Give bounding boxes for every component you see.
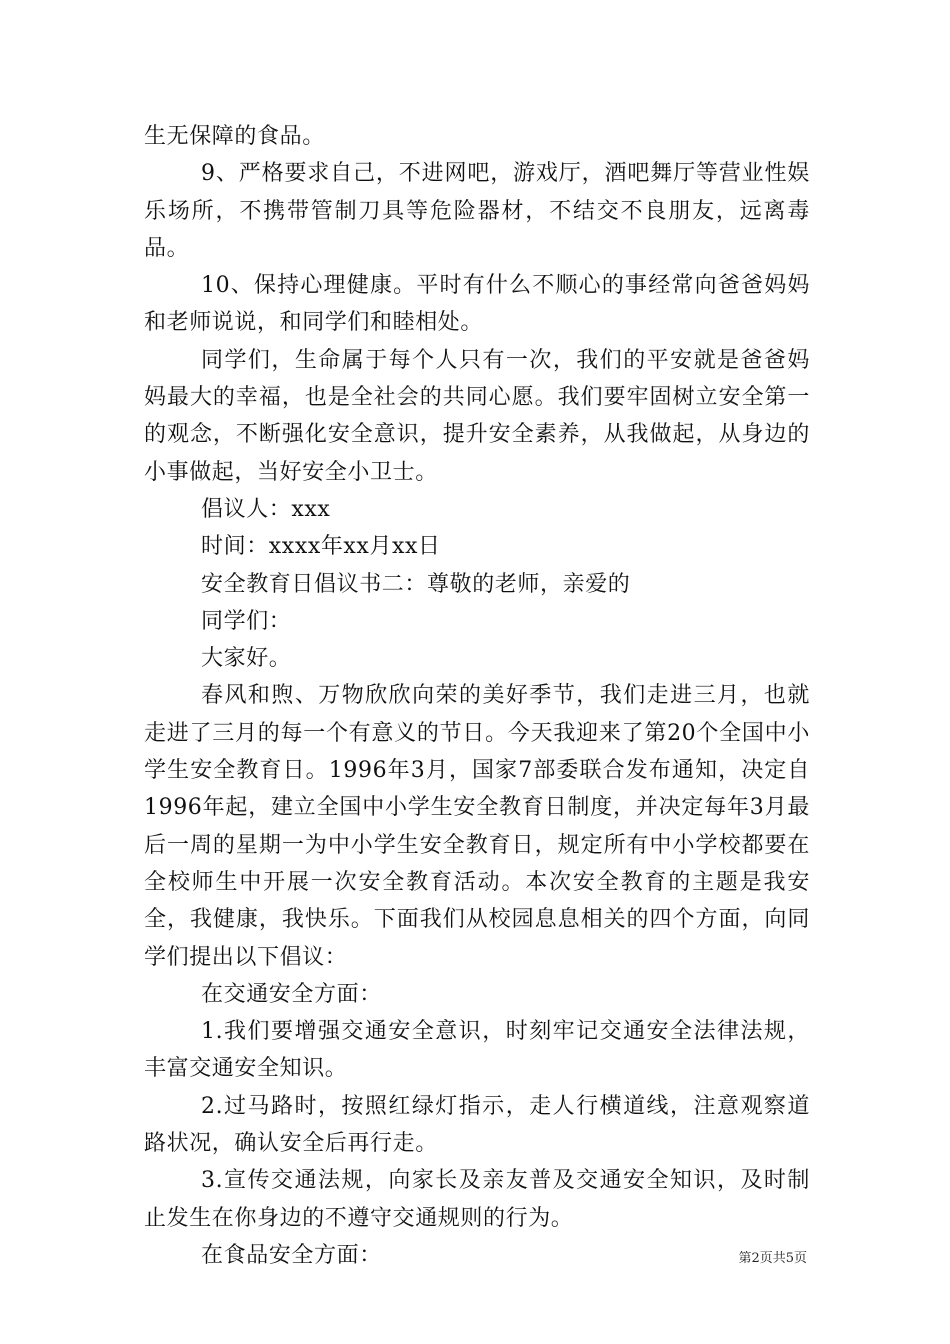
- greeting: 大家好。: [201, 646, 292, 672]
- list-item: 2.过马路时，按照红绿灯指示，走人行横道线，注意观察道路状况，确认安全后再行走。: [144, 1093, 810, 1157]
- paragraph: 同学们，生命属于每个人只有一次，我们的平安就是爸爸妈妈最大的幸福，也是全社会的共同心愿。我们要牢固树立安全第一的观念，不断强化安全意识，提升安全素养，从我做起，从身边的小事做起，当好安全小卫士。: [144, 347, 810, 485]
- list-item: 1.我们要增强交通安全意识，时刻牢记交通安全法律法规，丰富交通安全知识。: [144, 1019, 810, 1082]
- paragraph: 生无保障的食品。: [144, 124, 325, 149]
- paragraph: 春风和煦、万物欣欣向荣的美好季节，我们走进三月，也就走进了三月的每一个有意义的节日。今天我迎来了第20个全国中小学生安全教育日。1996年3月，国家7部委联合发布通知，决定自1996年起，建立全国中小学生安全教育日制度，并决定每年3月最后一周的星期一为中小学生安全教育日，规定所有中小学校都要在全校师生中开展一次安全教育活动。本次安全教育的主题是我安全，我健康，我快乐。下面我们从校园息息相关的四个方面，向同学们提出以下倡议：: [144, 683, 810, 970]
- document-body: [144, 118, 810, 1274]
- initiator-line: 倡议人：xxx: [201, 496, 331, 522]
- paragraph: 10、保持心理健康。平时有什么不顺心的事经常向爸爸妈妈和老师说说，和同学们和睦相处。: [144, 273, 810, 336]
- section-heading: 安全教育日倡议书二：尊敬的老师，亲爱的: [201, 571, 631, 597]
- page-number: 第2页共5页: [738, 1251, 807, 1266]
- list-item: 3.宣传交通法规，向家长及亲友普及交通安全知识，及时制止发生在你身边的不遵守交通规则的行为。: [144, 1168, 810, 1231]
- subheading: 在交通安全方面：: [201, 981, 382, 1007]
- salutation: 同学们：: [201, 608, 292, 634]
- paragraph: 9、严格要求自己，不进网吧，游戏厅，酒吧舞厅等营业性娱乐场所，不携带管制刀具等危险器材，不结交不良朋友，远离毒品。: [144, 161, 810, 261]
- date-line: 时间：xxxx年xx月xx日: [201, 534, 441, 560]
- subheading: 在食品安全方面：: [201, 1242, 382, 1268]
